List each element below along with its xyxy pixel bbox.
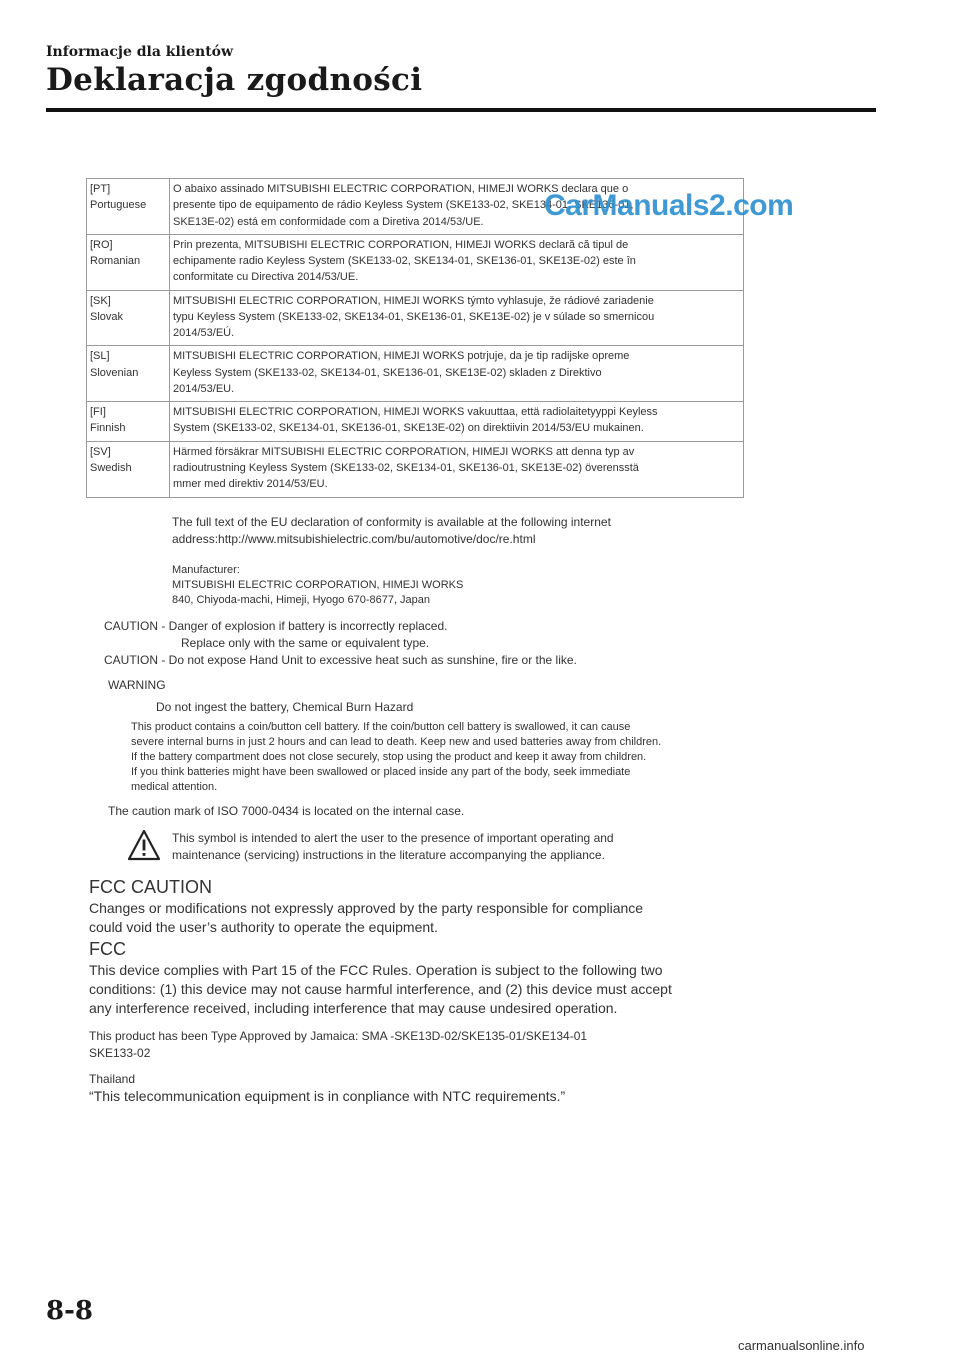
- title-rule: [46, 108, 876, 112]
- watermark: CarManuals2.com: [544, 189, 794, 222]
- symbol-text-line: This symbol is intended to alert the user to the presence of important operating and: [172, 831, 614, 845]
- declaration-text-line: System (SKE133-02, SKE134-01, SKE136-01, SKE13E-02) on direktiivin 2014/53/EU mukainen.: [173, 422, 644, 435]
- declaration-table: [86, 178, 744, 498]
- fulltext-url: address:http://www.mitsubishielectric.com/bu/automotive/doc/re.html: [172, 532, 536, 546]
- language-name: Finnish: [90, 422, 126, 435]
- symbol-text: [172, 830, 614, 864]
- declaration-text-line: Keyless System (SKE133-02, SKE134-01, SKE136-01, SKE13E-02) skladen z Direktivo: [173, 366, 602, 379]
- declaration-row: [87, 441, 744, 497]
- language-code: [FI]: [90, 406, 106, 419]
- fcc-line: conditions: (1) this device may not cause harmful interference, and (2) this device must accept: [89, 981, 672, 997]
- warning-triangle-icon: [127, 829, 161, 861]
- manufacturer-address: 840, Chiyoda-machi, Himeji, Hyogo 670-8677, Japan: [172, 594, 431, 606]
- language-name: Slovak: [90, 310, 124, 323]
- language-name: Slovenian: [90, 366, 139, 379]
- declaration-text-line: conformitate cu Directiva 2014/53/UE.: [173, 271, 359, 284]
- fulltext-line: The full text of the EU declaration of conformity is available at the following internet: [172, 515, 611, 529]
- declaration-language-cell: [87, 402, 170, 442]
- page-title: Deklaracja zgodności: [46, 62, 423, 98]
- declaration-text-cell: [170, 402, 744, 442]
- declaration-text-line: MITSUBISHI ELECTRIC CORPORATION, HIMEJI WORKS týmto vyhlasuje, že rádiové zariadenie: [173, 294, 654, 307]
- jamaica-line: SKE133-02: [89, 1046, 151, 1060]
- declaration-text-line: O abaixo assinado MITSUBISHI ELECTRIC CORPORATION, HIMEJI WORKS declara que o: [173, 183, 629, 195]
- language-code: [RO]: [90, 238, 113, 251]
- language-name: Romanian: [90, 255, 141, 268]
- caution-line-2: Replace only with the same or equivalent type.: [181, 636, 430, 650]
- language-name: Swedish: [90, 461, 132, 474]
- fcc-line: any interference received, including interference that may cause undesired operation.: [89, 1000, 618, 1016]
- manufacturer-name: MITSUBISHI ELECTRIC CORPORATION, HIMEJI WORKS: [172, 579, 464, 591]
- fcc-caution-text: [89, 899, 643, 937]
- declaration-text-line: echipamente radio Keyless System (SKE133-02, SKE134-01, SKE136-01, SKE13E-02) este în: [173, 255, 636, 268]
- declaration-text-cell: [170, 290, 744, 346]
- declaration-language-cell: [87, 441, 170, 497]
- declaration-text-line: SKE13E-02) está em conformidade com a Diretiva 2014/53/UE.: [173, 215, 484, 228]
- fcc-text: [89, 961, 672, 1018]
- declaration-language-cell: [87, 346, 170, 402]
- fulltext-block: [172, 514, 611, 548]
- thailand-label: Thailand: [89, 1072, 136, 1086]
- caution-line-1: CAUTION - Danger of explosion if battery is incorrectly replaced.: [104, 619, 448, 633]
- iso-text: The caution mark of ISO 7000-0434 is located on the internal case.: [108, 804, 465, 818]
- language-code: [SV]: [90, 445, 111, 458]
- language-code: [SL]: [90, 350, 110, 363]
- declaration-text-cell: [170, 346, 744, 402]
- declaration-text-line: typu Keyless System (SKE133-02, SKE134-01, SKE136-01, SKE13E-02) je v súlade so smernicou: [173, 310, 655, 323]
- declaration-language-cell: [87, 234, 170, 290]
- declaration-text-line: Prin prezenta, MITSUBISHI ELECTRIC CORPORATION, HIMEJI WORKS declară că tipul de: [173, 238, 629, 251]
- fcc-heading: FCC: [89, 939, 126, 959]
- fcc-caution-line: could void the user’s authority to operate the equipment.: [89, 919, 438, 935]
- declaration-text-line: 2014/53/EU.: [173, 382, 235, 395]
- language-name: Portuguese: [90, 199, 147, 212]
- warning-body-line: If the battery compartment does not close securely, stop using the product and keep it away from children.: [131, 751, 647, 763]
- manufacturer-label: Manufacturer:: [172, 564, 240, 576]
- language-code: [PT]: [90, 183, 111, 195]
- thailand-text: “This telecommunication equipment is in conpliance with NTC requirements.”: [89, 1088, 566, 1104]
- warning-body-line: severe internal burns in just 2 hours and can lead to death. Keep new and used batteries away from children.: [131, 736, 662, 748]
- caution-line-3: CAUTION - Do not expose Hand Unit to excessive heat such as sunshine, fire or the like.: [104, 653, 577, 667]
- fcc-caution-line: Changes or modifications not expressly approved by the party responsible for compliance: [89, 900, 644, 916]
- warning-headline: Do not ingest the battery, Chemical Burn Hazard: [156, 700, 414, 714]
- declaration-row: [87, 346, 744, 402]
- manufacturer-block: [172, 563, 463, 608]
- declaration-text-cell: [170, 441, 744, 497]
- page-number: 8-8: [46, 1296, 93, 1326]
- declaration-language-cell: [87, 290, 170, 346]
- fcc-caution-heading: FCC CAUTION: [89, 877, 212, 897]
- declaration-text-line: 2014/53/EÚ.: [173, 327, 235, 340]
- warning-label: WARNING: [108, 678, 166, 692]
- footer-site-link[interactable]: carmanualsonline.info: [738, 1338, 865, 1353]
- language-code: [SK]: [90, 294, 111, 307]
- declaration-text-cell: [170, 234, 744, 290]
- declaration-text-line: MITSUBISHI ELECTRIC CORPORATION, HIMEJI WORKS potrjuje, da je tip radijske opreme: [173, 350, 630, 363]
- declaration-text-line: presente tipo de equipamento de rádio Keyless System (SKE133-02, SKE134-01, SKE136-01,: [173, 199, 634, 212]
- declaration-row: [87, 234, 744, 290]
- declaration-text-line: mmer med direktiv 2014/53/EU.: [173, 478, 328, 491]
- declaration-row: [87, 402, 744, 442]
- declaration-text-line: MITSUBISHI ELECTRIC CORPORATION, HIMEJI WORKS vakuuttaa, että radiolaitetyyppi Keyless: [173, 406, 658, 419]
- section-label: Informacje dla klientów: [46, 44, 234, 60]
- jamaica-text: [89, 1028, 587, 1062]
- warning-body-line: This product contains a coin/button cell battery. If the coin/button cell battery is swallowed, it can cause: [131, 721, 631, 733]
- caution-block: [104, 618, 577, 669]
- declaration-row: [87, 290, 744, 346]
- fcc-line: This device complies with Part 15 of the FCC Rules. Operation is subject to the following two: [89, 962, 663, 978]
- warning-body: [131, 720, 661, 795]
- warning-body-line: If you think batteries might have been swallowed or placed inside any part of the body, seek immediate: [131, 766, 631, 778]
- jamaica-line: This product has been Type Approved by Jamaica: SMA -SKE13D-02/SKE135-01/SKE134-01: [89, 1029, 588, 1043]
- warning-body-line: medical attention.: [131, 781, 218, 793]
- declaration-language-cell: [87, 179, 170, 235]
- declaration-text-line: Härmed försäkrar MITSUBISHI ELECTRIC CORPORATION, HIMEJI WORKS att denna typ av: [173, 445, 635, 458]
- declaration-text-line: radioutrustning Keyless System (SKE133-02, SKE134-01, SKE136-01, SKE13E-02) överensstä: [173, 461, 639, 474]
- symbol-text-line: maintenance (servicing) instructions in the literature accompanying the appliance.: [172, 848, 605, 862]
